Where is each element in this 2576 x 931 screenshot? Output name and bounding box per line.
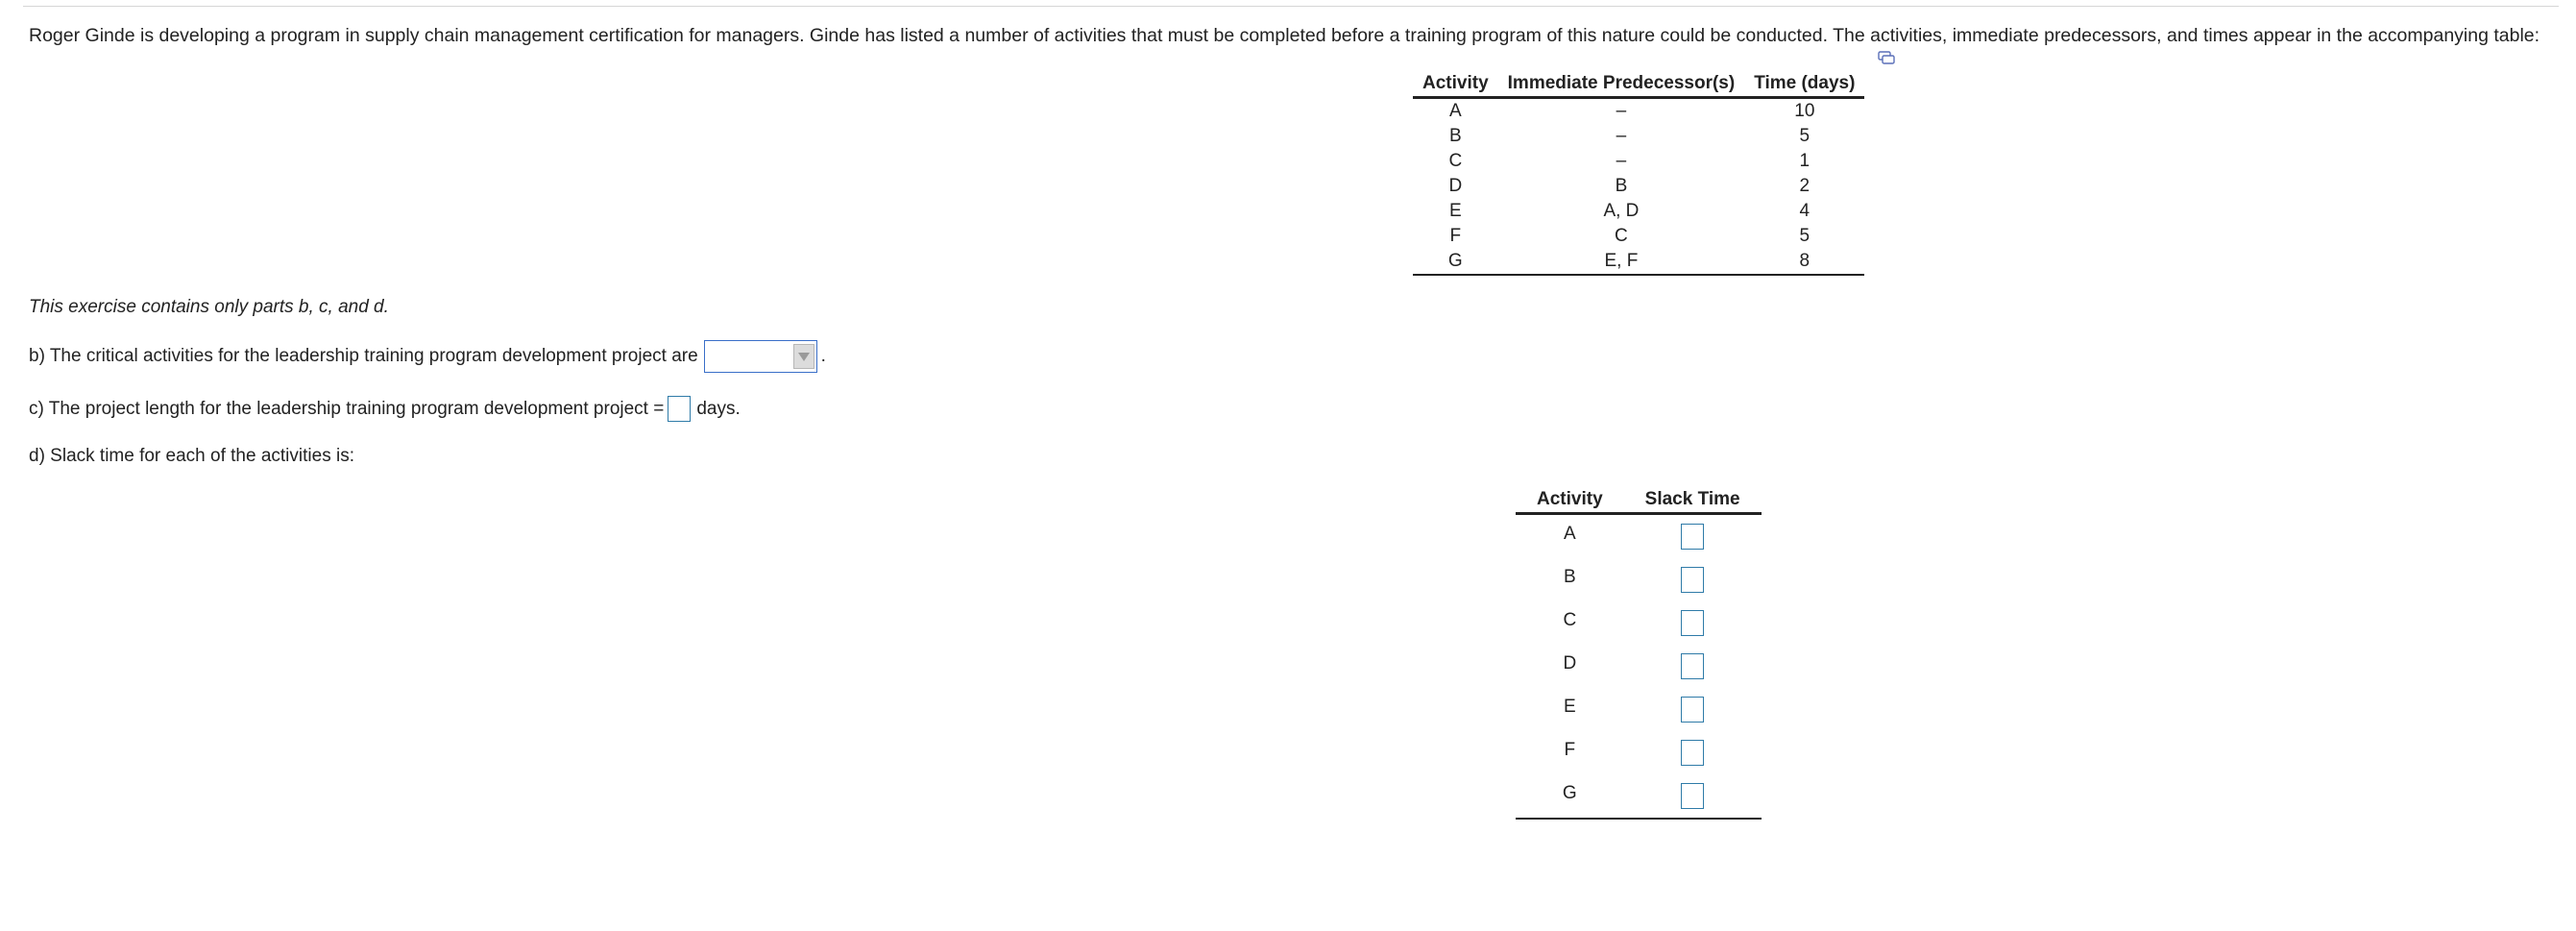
activity-cell: E: [1563, 696, 1576, 717]
slack-time-input-f[interactable]: [1681, 740, 1704, 766]
table-row: [1516, 601, 1762, 645]
time-cell: 8: [1744, 249, 1864, 275]
time-cell: 1: [1799, 151, 1810, 171]
table-row: [1413, 98, 1864, 125]
question-b-text: b) The critical activities for the leadership training program development project are: [29, 346, 698, 366]
question-d-text: d) Slack time for each of the activities is:: [29, 446, 354, 466]
activity-cell: E: [1448, 201, 1462, 221]
slack-time-input-c[interactable]: [1681, 610, 1704, 636]
activity-cell: D: [1563, 652, 1577, 674]
question-b: [29, 340, 826, 373]
activity-cell: D: [1448, 176, 1463, 196]
header-activity: Activity: [1516, 487, 1624, 514]
activity-cell: F: [1564, 739, 1576, 760]
table-row: [1413, 174, 1864, 199]
activity-cell: A: [1448, 101, 1462, 121]
predecessor-cell: –: [1616, 101, 1627, 121]
activity-table: [1413, 72, 1864, 276]
slack-time-input-g[interactable]: [1681, 783, 1704, 809]
activity-cell: B: [1448, 126, 1462, 146]
table-row: [1413, 199, 1864, 224]
header-activity: Activity: [1413, 72, 1498, 98]
table-row: [1516, 774, 1762, 819]
time-cell: 2: [1799, 176, 1810, 196]
slack-time-input-b[interactable]: [1681, 567, 1704, 593]
activity-cell: B: [1563, 566, 1576, 587]
activity-cell: A: [1563, 523, 1576, 544]
slack-time-input-e[interactable]: [1681, 697, 1704, 723]
time-cell: 5: [1799, 226, 1810, 246]
critical-activities-dropdown[interactable]: [704, 340, 817, 373]
activity-table-header: [1413, 72, 1864, 98]
time-cell: 10: [1794, 101, 1815, 121]
question-c: [29, 396, 741, 422]
table-row: [1413, 249, 1864, 275]
table-row: [1516, 558, 1762, 601]
slack-time-table: [1516, 487, 1762, 820]
activity-cell: G: [1413, 249, 1498, 275]
predecessor-cell: A, D: [1603, 201, 1640, 221]
slack-time-input-d[interactable]: [1681, 653, 1704, 679]
project-length-input[interactable]: [668, 396, 691, 422]
exercise-note: This exercise contains only parts b, c, and d.: [29, 297, 389, 317]
slack-time-input-a[interactable]: [1681, 524, 1704, 550]
predecessor-cell: –: [1616, 126, 1627, 146]
activity-cell: C: [1563, 609, 1577, 630]
table-row: [1413, 124, 1864, 149]
table-row: [1516, 514, 1762, 559]
slack-table-header: [1516, 487, 1762, 514]
activity-cell: C: [1448, 151, 1463, 171]
predecessor-cell: B: [1615, 176, 1628, 196]
question-b-period: .: [820, 346, 826, 366]
question-c-text: c) The project length for the leadership training program development project =: [29, 398, 665, 419]
table-row: [1516, 645, 1762, 688]
predecessor-cell: –: [1616, 151, 1627, 171]
time-cell: 5: [1799, 126, 1810, 146]
header-slack-time: Slack Time: [1624, 487, 1762, 514]
days-unit-label: days.: [696, 398, 741, 419]
header-immediate-predecessors: Immediate Predecessor(s): [1498, 72, 1745, 98]
chevron-down-icon[interactable]: [793, 344, 814, 369]
table-row: [1516, 731, 1762, 774]
copy-table-icon[interactable]: [1878, 51, 1895, 64]
problem-intro-text: Roger Ginde is developing a program in supply chain management certification for managers. Ginde has listed a number of activities that must be completed before a training program of this nature could be conducted. The activities, immediate predecessors, and times appear in the accompanying table:: [29, 25, 2540, 46]
top-divider: [23, 6, 2559, 7]
activity-cell: F: [1449, 226, 1462, 246]
table-row: [1413, 149, 1864, 174]
table-row: [1413, 224, 1864, 249]
predecessor-cell: C: [1615, 226, 1628, 246]
table-row: [1516, 688, 1762, 731]
activity-cell: G: [1516, 774, 1624, 819]
time-cell: 4: [1799, 201, 1810, 221]
header-time-days: Time (days): [1744, 72, 1864, 98]
predecessor-cell: E, F: [1498, 249, 1745, 275]
